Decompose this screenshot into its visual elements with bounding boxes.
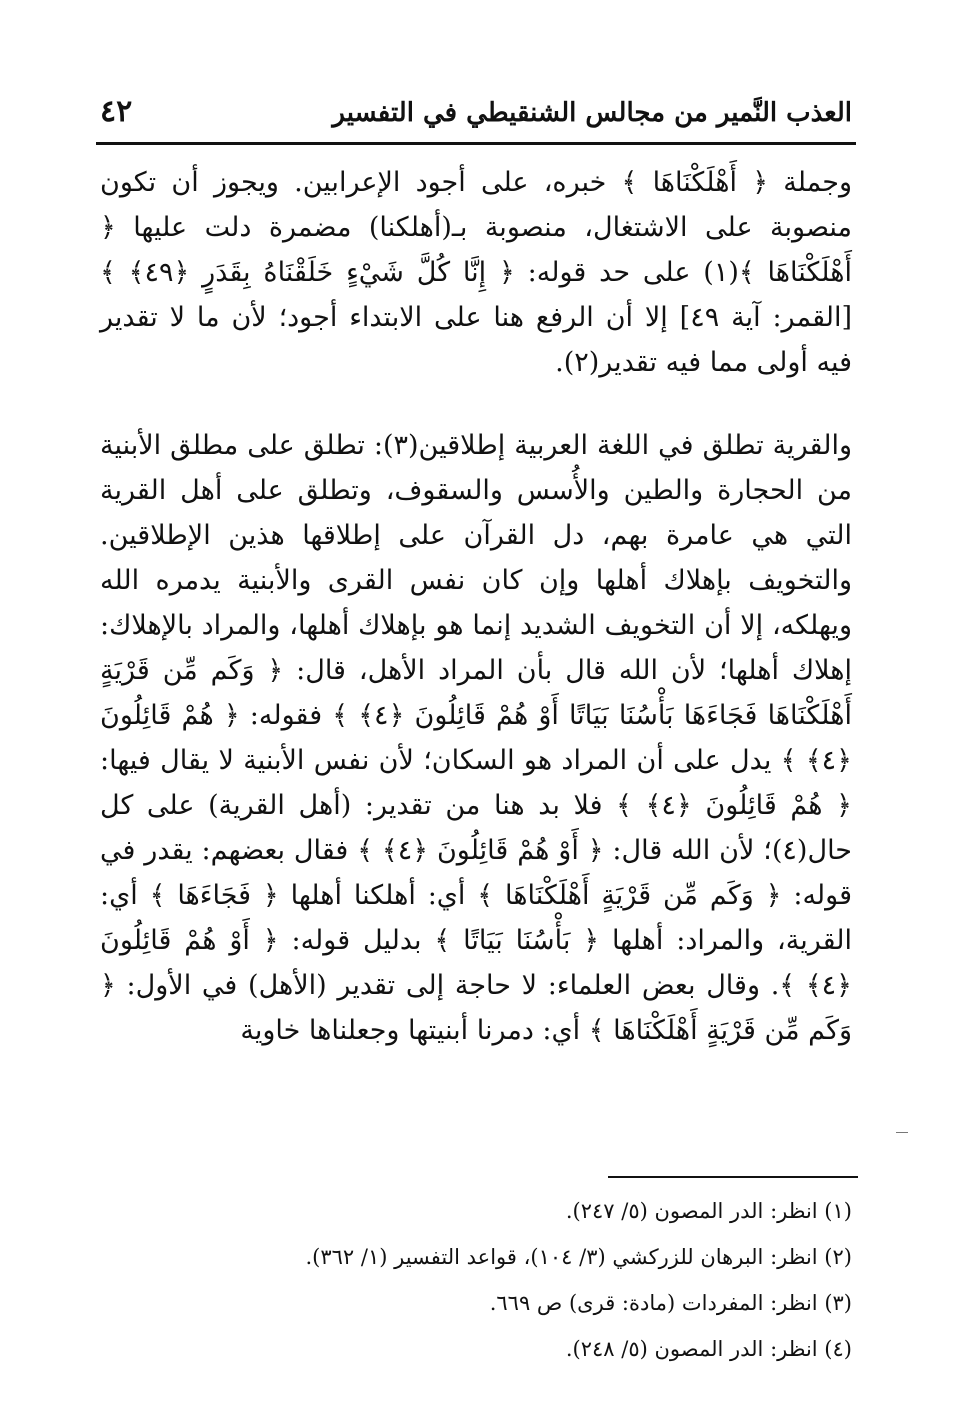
margin-mark (896, 1132, 908, 1133)
footnote-4: (٤) انظر: الدر المصون (٥/ ٢٤٨). (565, 1337, 852, 1361)
footnote-2: (٢) انظر: البرهان للزركشي (٣/ ١٠٤)، قواعد التفسير (١/ ٣٦٢). (305, 1245, 852, 1269)
header-rule (96, 142, 856, 145)
running-header (100, 92, 852, 140)
footnote-rule (608, 1176, 858, 1178)
paragraph-2: والقرية تطلق في اللغة العربية إطلاقين(٣): تطلق على مطلق الأبنية من الحجارة والطين والأُسس والسقوف، وتطلق على أهل القرية التي هي عامرة بهم، دل القرآن على إطلاقها هذين الإطلاقين. والتخويف بإهلاك أهلها وإن كان نفس القرى والأبنية يدمره الله ويهلكه، إلا أن التخويف الشديد إنما هو بإهلاك أهلها، والمراد بالإهلاك: إهلاك أهلها؛ لأن الله قال بأن المراد الأهل، قال: ﴿ وَكَم مِّن قَرْيَةٍ أَهْلَكْنَاهَا فَجَاءَهَا بَأْسُنَا بَيَاتًا أَوْ هُمْ قَائِلُونَ ﴿٤﴾ ﴾ فقوله: ﴿ هُمْ قَائِلُونَ ﴿٤﴾ ﴾ يدل على أن المراد هو السكان؛ لأن نفس الأبنية لا يقال فيها: ﴿ هُمْ قَائِلُونَ ﴿٤﴾ ﴾ فلا بد هنا من تقدير: (أهل القرية) على كل حال(٤)؛ لأن الله قال: ﴿ أَوْ هُمْ قَائِلُونَ ﴿٤﴾ ﴾ فقال بعضهم: يقدر في قوله: ﴿ وَكَم مِّن قَرْيَةٍ أَهْلَكْنَاهَا ﴾ أي: أهلكنا أهلها ﴿ فَجَاءَهَا ﴾ أي: القرية، والمراد: أهلها ﴿ بَأْسُنَا بَيَاتًا ﴾ بدليل قوله: ﴿ أَوْ هُمْ قَائِلُونَ ﴿٤﴾ ﴾. وقال بعض العلماء: لا حاجة إلى تقدير (الأهل) في الأول: ﴿ وَكَم مِّن قَرْيَةٍ أَهْلَكْنَاهَا ﴾ أي: دمرنا أبنيتها وجعلناها خاوية (100, 430, 852, 1046)
running-title: العذب النَّمير من مجالس الشنقيطي في التفسير (332, 98, 852, 128)
footnote-1: (١) انظر: الدر المصون (٥/ ٢٤٧). (565, 1199, 852, 1223)
page-number: ٤٢ (100, 94, 133, 129)
main-text (100, 160, 852, 1053)
paragraph-1: وجملة ﴿ أَهْلَكْنَاهَا ﴾ خبره، على أجود الإعرابين. ويجوز أن تكون منصوبة على الاشتغال، منصوبة بـ(أهلكنا) مضمرة دلت عليها ﴿ أَهْلَكْنَاهَا ﴾(١) على حد قوله: ﴿ إِنَّا كُلَّ شَيْءٍ خَلَقْنَاهُ بِقَدَرٍ ﴿٤٩﴾ ﴾ [القمر: آية ٤٩] إلا أن الرفع هنا على الابتداء أجود؛ لأن ما لا تقدير فيه أولى مما فيه تقدير(٢). (100, 167, 852, 378)
footnotes (100, 1188, 852, 1372)
footnote-3: (٣) انظر: المفردات (مادة: قرى) ص ٦٦٩. (489, 1291, 852, 1315)
